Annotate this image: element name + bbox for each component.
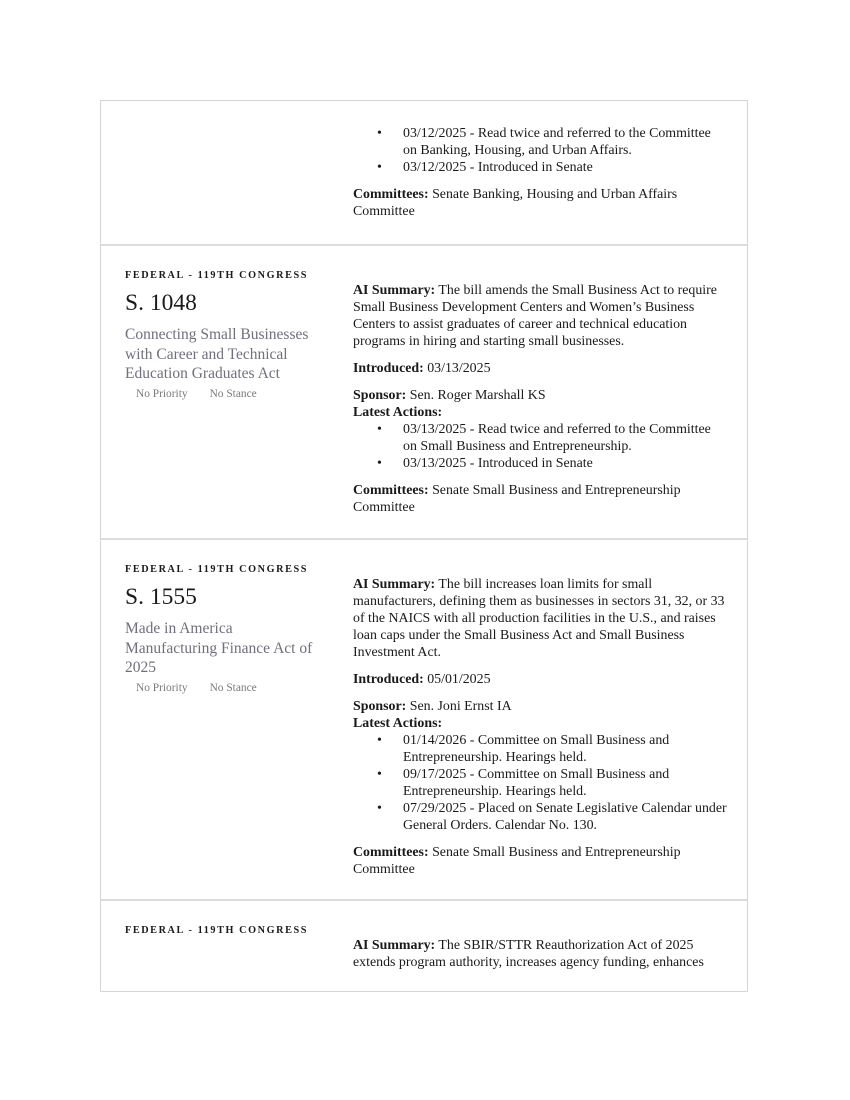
bill-card-s1555 <box>101 540 747 899</box>
introduced-label: Introduced: <box>353 672 424 687</box>
sponsor-row <box>353 387 728 404</box>
introduced-date: 03/13/2025 <box>427 361 491 376</box>
priority-label: No Priority <box>136 387 188 400</box>
committees-label: Committees: <box>353 483 429 498</box>
stance-label: No Stance <box>209 387 257 400</box>
introduced-label: Introduced: <box>353 361 424 376</box>
latest-actions-list <box>353 125 728 176</box>
summary-label: AI Summary: <box>353 283 436 298</box>
action-item: • 03/13/2025 - Read twice and referred to the Committee on Small Business and Entrepreneurship. <box>353 421 728 455</box>
bill-title: Made in America Manufacturing Finance Act of 2025 <box>125 620 313 676</box>
action-item: • 03/13/2025 - Introduced in Senate <box>353 455 728 472</box>
stance-label: No Stance <box>209 681 257 694</box>
summary-row <box>353 282 728 350</box>
bill-header <box>125 564 325 694</box>
action-item: • 03/12/2025 - Read twice and referred to the Committee on Banking, Housing, and Urban Affairs. <box>353 125 728 159</box>
bill-report <box>100 100 748 992</box>
bill-number[interactable]: S. 1555 <box>125 584 197 610</box>
summary-text: The SBIR/STTR Reauthorization Act of 2025 extends program authority, increases agency funding, enhances <box>353 938 704 970</box>
bill-details <box>353 576 728 888</box>
action-item: • 01/14/2026 - Committee on Small Business and Entrepreneurship. Hearings held. <box>353 732 728 766</box>
action-item: • 09/17/2025 - Committee on Small Business and Entrepreneurship. Hearings held. <box>353 766 728 800</box>
summary-label: AI Summary: <box>353 577 436 592</box>
committees-row <box>353 186 728 220</box>
introduced-row <box>353 671 728 688</box>
latest-actions-list <box>353 732 728 834</box>
committees-value: Senate Small Business and Entrepreneurship Committee <box>353 845 681 877</box>
jurisdiction-label: FEDERAL - 119TH CONGRESS <box>125 564 309 575</box>
latest-actions-list <box>353 421 728 472</box>
summary-text: The bill increases loan limits for small manufacturers, defining them as businesses in sectors 31, 32, or 33 of the NAICS with all production facilities in the U.S., and raises loan caps under the Small Business Act and Small Business Investment Act. <box>353 577 725 660</box>
jurisdiction-label: FEDERAL - 119TH CONGRESS <box>125 925 309 936</box>
summary-label: AI Summary: <box>353 938 436 953</box>
bill-details <box>353 282 728 526</box>
bill-header <box>125 270 325 400</box>
committees-row <box>353 844 728 878</box>
bill-meta <box>125 682 325 694</box>
jurisdiction-label: FEDERAL - 119TH CONGRESS <box>125 270 309 281</box>
bill-details <box>353 937 728 981</box>
action-item: • 07/29/2025 - Placed on Senate Legislative Calendar under General Orders. Calendar No. 130. <box>353 800 728 834</box>
committees-row <box>353 482 728 516</box>
latest-actions-label <box>353 715 728 732</box>
bill-details <box>353 125 728 230</box>
latest-actions-heading: Latest Actions: <box>353 405 443 420</box>
bill-title: Connecting Small Businesses with Career and Technical Education Graduates Act <box>125 326 309 382</box>
action-item: • 03/12/2025 - Introduced in Senate <box>353 159 728 176</box>
bill-meta <box>125 388 325 400</box>
sponsor-name: Sen. Joni Ernst IA <box>409 699 512 714</box>
priority-label: No Priority <box>136 681 188 694</box>
committees-value: Senate Banking, Housing and Urban Affairs Committee <box>353 187 678 219</box>
committees-value: Senate Small Business and Entrepreneurship Committee <box>353 483 681 515</box>
latest-actions-heading: Latest Actions: <box>353 716 443 731</box>
sponsor-label: Sponsor: <box>353 388 407 403</box>
sponsor-label: Sponsor: <box>353 699 407 714</box>
bill-number[interactable]: S. 1048 <box>125 290 197 316</box>
summary-row <box>353 937 728 971</box>
summary-text: The bill amends the Small Business Act to require Small Business Development Centers and Women’s Business Centers to assist graduates of career and technical education programs in hiring and starting small businesses. <box>353 283 717 349</box>
introduced-row <box>353 360 728 377</box>
bill-card-s1048 <box>101 246 747 538</box>
committees-label: Committees: <box>353 845 429 860</box>
bill-card-truncated <box>101 901 747 992</box>
committees-label: Committees: <box>353 187 429 202</box>
bill-card-continued <box>101 101 747 245</box>
introduced-date: 05/01/2025 <box>427 672 491 687</box>
summary-row <box>353 576 728 661</box>
bill-header <box>125 925 325 937</box>
sponsor-name: Sen. Roger Marshall KS <box>409 388 546 403</box>
sponsor-row <box>353 698 728 715</box>
latest-actions-label <box>353 404 728 421</box>
